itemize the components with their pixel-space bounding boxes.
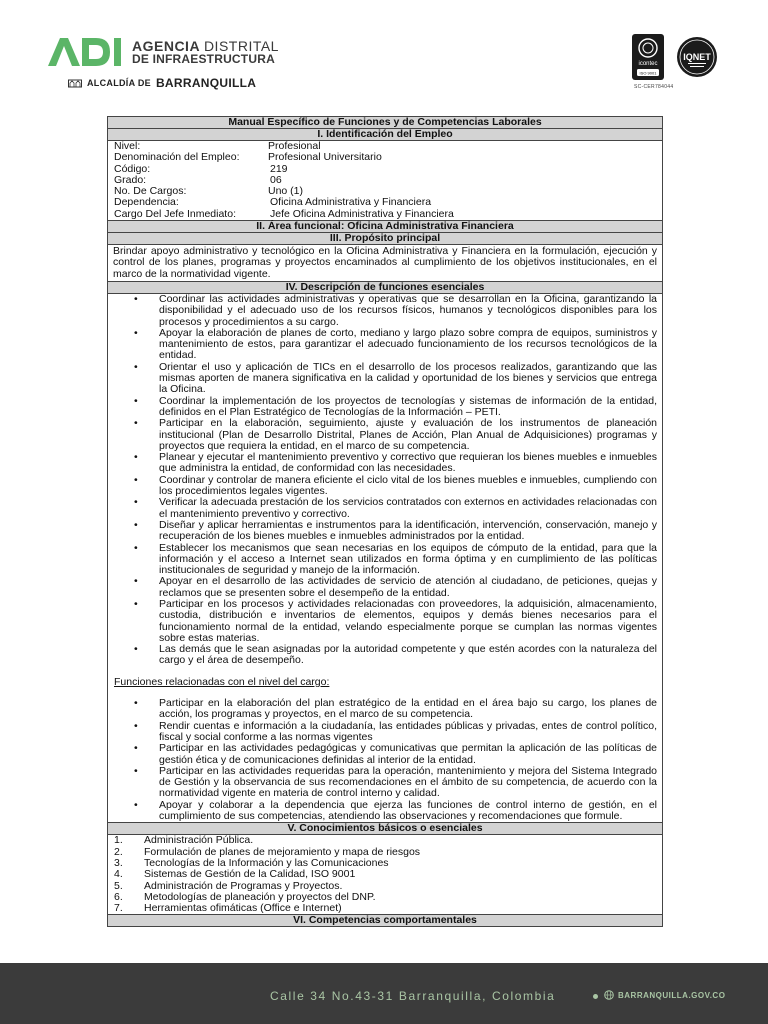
list-item: • Orientar el uso y aplicación de TICs en el desarrollo de los procesos realizados, garantizando que las mismas aporten de manera significativa en la calidad y oportunidad de los bienes y servicios que entrega la Oficina. — [108, 362, 657, 396]
item-text: Herramientas ofimáticas (Office e Internet) — [144, 902, 342, 915]
manual-title: Manual Específico de Funciones y de Competencias Laborales — [108, 117, 662, 129]
item-text: Administración Pública. — [144, 834, 254, 847]
agency-name-bold: AGENCIA — [132, 38, 200, 54]
section-3-heading: III. Propósito principal — [108, 233, 662, 245]
id-value: 06 — [270, 173, 282, 186]
item-number: 3. — [114, 856, 123, 869]
item-text: Metodologías de planeación y proyectos del DNP. — [144, 890, 376, 903]
essential-functions-list — [108, 294, 662, 667]
functions-section — [108, 294, 662, 823]
id-key: Denominación del Empleo: — [114, 151, 240, 164]
item-number: 6. — [114, 890, 123, 903]
iqnet-label: IQNET — [683, 52, 711, 62]
list-item: • Participar en las actividades requeridas para la operación, mantenimiento y mejora del Sistema Integrado de Gestión y la observancia de sus recomendaciones en el ámbito de su competencia, de acuerdo con la normatividad vigente en materia de control interno y calidad. — [108, 766, 657, 800]
identification-section — [108, 141, 662, 221]
list-item: • Apoyar y colaborar a la dependencia que ejerza las funciones de control interno de gestión, en el cumplimiento de sus competencias, atendiendo las observaciones y recomendaciones que formule. — [108, 800, 657, 823]
id-row-grado — [108, 175, 662, 186]
item-number: 5. — [114, 879, 123, 892]
list-item: • Participar en la elaboración, seguimiento, ajuste y evaluación de los instrumentos de planeación institucional (Plan de Desarrollo Distrital, Planes de Acción, Plan Anual de Adquisiciones) programas y proyectos que requiera la entidad, en el marco de su competencia. — [108, 418, 657, 452]
knowledge-list — [108, 835, 662, 914]
related-functions-list — [108, 698, 662, 822]
id-value: Oficina Administrativa y Financiera — [270, 196, 432, 209]
list-item: • Participar en los procesos y actividades relacionadas con proveedores, la adquisición, almacenamiento, custodia, distribución e inventarios de elementos, equipos y demás bienes necesarios para el funcionamiento normal de la entidad, velando especialmente porque se cumplan las normas vigentes sobre estas materias. — [108, 599, 657, 644]
id-key: Dependencia: — [114, 196, 179, 209]
list-item: • Participar en la elaboración del plan estratégico de la entidad en el área bajo su cargo, los planes de acción, los programas y proyectos, en el marco de su competencia. — [108, 698, 657, 721]
icontec-cert-icon — [632, 34, 664, 80]
agency-name — [132, 40, 279, 66]
item-text: Sistemas de Gestión de la Calidad, ISO 9001 — [144, 868, 356, 881]
purpose-text: Brindar apoyo administrativo y tecnológico en la Oficina Administrativa y Financiera en la formulación, ejecución y control de los planes, programas y proyectos encaminados al cumplimiento de los objetivos institucionales, en el marco de la normatividad vigente. — [108, 245, 662, 282]
section-2-heading: II. Área funcional: Oficina Administrativa Financiera — [108, 221, 662, 233]
id-row-jefe — [108, 209, 662, 220]
city-seal-icon — [68, 78, 82, 88]
related-functions-heading: Funciones relacionadas con el nivel del cargo: — [114, 675, 330, 688]
id-key: Grado: — [114, 173, 147, 186]
list-item: • Coordinar y controlar de manera eficiente el ciclo vital de los bienes muebles e inmuebles, cumpliendo con los procedimientos legales vigentes. — [108, 475, 657, 498]
id-value: Uno (1) — [268, 185, 304, 198]
list-item: • Establecer los mecanismos que sean necesarias en los equipos de cómputo de la entidad, para que la información y el acceso a Internet sean utilizados en forma óptima y en cumplimiento de las políticas institucionales de seguridad y manejo de la información. — [108, 543, 657, 577]
item-text: Formulación de planes de mejoramiento y mapa de riesgos — [144, 845, 421, 858]
id-key: Código: — [114, 162, 151, 175]
section-6-heading: VI. Competencias comportamentales — [108, 915, 662, 926]
item-number: 7. — [114, 902, 123, 915]
list-item: • Coordinar la implementación de los proyectos de tecnologías y sistemas de información de la entidad, definidos en el Plan Estratégico de Tecnologías de la Información – PETI. — [108, 396, 657, 419]
list-item: • Apoyar en el desarrollo de las actividades de servicio de atención al ciudadano, de peticiones, quejas y reclamos que se presenten sobre el desempeño de la entidad. — [108, 576, 657, 599]
item-number: 4. — [114, 868, 123, 881]
list-item: • Verificar la adecuada prestación de los servicios contratados con externos en actividades relacionadas con el mantenimiento preventivo y correctivo. — [108, 497, 657, 520]
certifications — [630, 32, 750, 94]
item-number: 2. — [114, 845, 123, 858]
id-row-codigo — [108, 164, 662, 175]
page-footer — [0, 963, 768, 1024]
id-value: 219 — [270, 162, 288, 175]
knowledge-section — [108, 835, 662, 915]
id-row-denominacion — [108, 152, 662, 163]
list-item: • Las demás que le sean asignadas por la autoridad competente y que estén acordes con la naturaleza del cargo y el área de desempeño. — [108, 644, 657, 667]
list-item: • Planear y ejecutar el mantenimiento preventivo y correctivo que requieran los bienes muebles e inmuebles que administra la entidad, de conformidad con las necesidades. — [108, 452, 657, 475]
list-item: • Diseñar y aplicar herramientas e instrumentos para la identificación, intervención, conservación, manejo y recuperación de los bienes muebles e inmuebles administrados por la entidad. — [108, 520, 657, 543]
alcaldia-city: BARRANQUILLA — [155, 76, 257, 90]
id-key: Nivel: — [114, 140, 141, 152]
iso-label: ISO 9001 — [639, 70, 657, 76]
id-key: Cargo Del Jefe Inmediato: — [114, 207, 236, 220]
agency-name-rest: DISTRITAL — [203, 38, 279, 54]
id-key: No. De Cargos: — [114, 185, 187, 198]
section-4-heading: IV. Descripción de funciones esenciales — [108, 282, 662, 294]
id-value: Jefe Oficina Administrativa y Financiera — [270, 207, 454, 220]
agency-logo — [46, 34, 306, 94]
section-5-heading: V. Conocimientos básicos o esenciales — [108, 823, 662, 835]
list-item: • Apoyar la elaboración de planes de corto, mediano y largo plazo sobre compra de equipos, suministros y mantenimiento de estos, para garantizar el adecuado funcionamiento de los recursos tecnológicos de la entidad. — [108, 328, 657, 362]
item-number: 1. — [114, 834, 123, 847]
item-text: Tecnologías de la Información y las Comunicaciones — [144, 856, 389, 869]
cert-code: SC-CER784044 — [634, 84, 674, 90]
bullet-dot-icon — [593, 994, 598, 999]
list-item: • Participar en las actividades pedagógicas y comunicativas que permitan la aplicación de las políticas de gestión ética y de comunicaciones definidas al interior de la entidad. — [108, 743, 657, 766]
list-item — [114, 903, 662, 914]
footer-website-link[interactable]: BARRANQUILLA.GOV.CO — [618, 991, 726, 1000]
footer-address: Calle 34 No.43-31 Barranquilla, Colombia — [270, 989, 556, 1003]
id-value: Profesional — [268, 140, 321, 152]
alcaldia-logo — [68, 76, 256, 90]
id-value: Profesional Universitario — [268, 151, 382, 164]
icontec-label: icontec — [638, 61, 658, 67]
adi-logo-mark — [46, 34, 126, 68]
section-1-heading: I. Identificación del Empleo — [108, 129, 662, 141]
functions-manual-table — [107, 116, 663, 927]
item-text: Administración de Programas y Proyectos. — [144, 879, 343, 892]
alcaldia-prefix: ALCALDÍA DE — [87, 78, 151, 88]
globe-icon — [604, 990, 614, 1000]
list-item: • Coordinar las actividades administrativas y operativas que se desarrollan en la Oficina, garantizando la disponibilidad y el adecuado uso de los recursos físicos, humanos y tecnológicos disponibles para los procesos y procedimientos a su cargo. — [108, 294, 657, 328]
iqnet-cert-icon — [676, 36, 718, 78]
agency-name-line2: DE INFRAESTRUCTURA — [132, 52, 275, 66]
list-item: • Rendir cuentas e información a la ciudadanía, las entidades públicas y privadas, entes de control político, fiscal y social conforme a las normas vigentes — [108, 721, 657, 744]
